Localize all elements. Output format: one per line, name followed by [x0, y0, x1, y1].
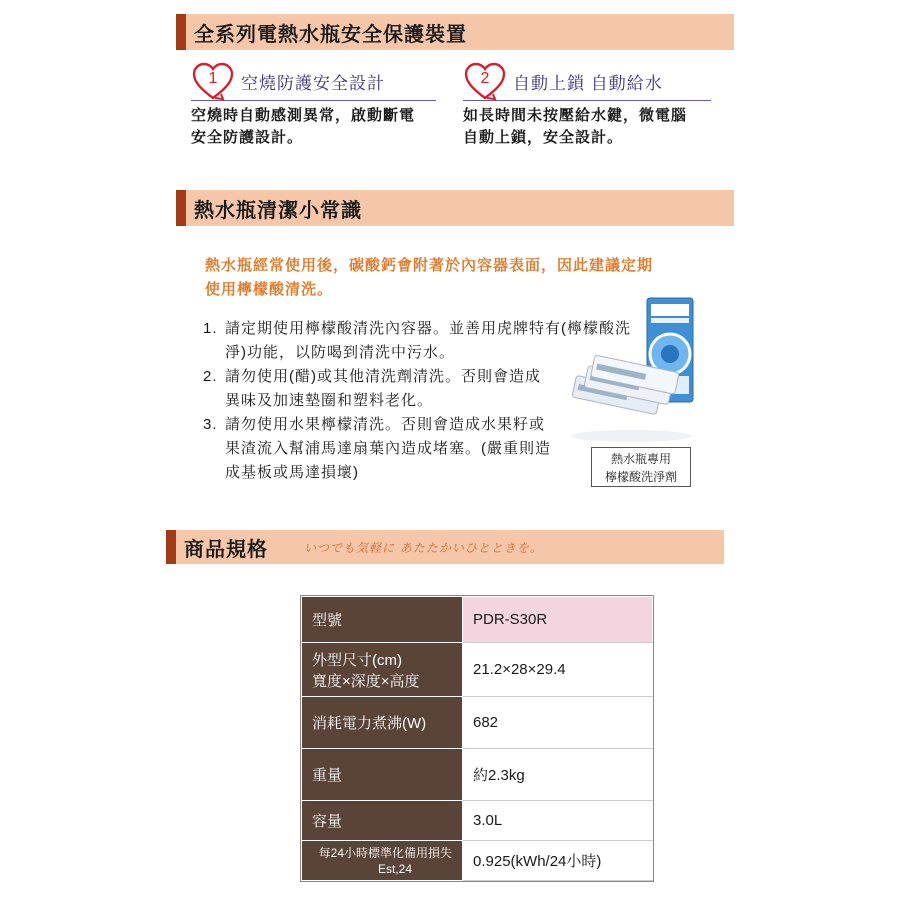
table-row	[302, 801, 653, 841]
section-title: 熱水瓶清潔小常識	[194, 199, 362, 222]
spec-value: PDR-S30R	[463, 597, 653, 643]
table-row	[302, 597, 653, 643]
spec-key: 消耗電力煮沸(W)	[302, 697, 463, 749]
table-row	[302, 749, 653, 801]
intro-line: 熱水瓶經常使用後，碳酸鈣會附著於內容器表面，因此建議定期	[205, 257, 654, 274]
feature-dry-burn-protection	[191, 62, 436, 149]
cleaning-intro	[205, 254, 695, 302]
section-title: 全系列電熱水瓶安全保護裝置	[194, 23, 467, 46]
list-number: 2.	[203, 368, 218, 385]
description-line: 安全防護設計。	[191, 129, 304, 146]
caption-line: 檸檬酸洗淨劑	[604, 470, 677, 484]
product-caption	[591, 447, 691, 487]
feature-auto-lock	[463, 62, 711, 149]
list-text	[225, 365, 541, 413]
description-line: 如長時間未按壓給水鍵，微電腦	[463, 107, 688, 124]
spec-table	[301, 596, 653, 881]
heart-number-icon	[191, 61, 235, 101]
list-line: 異味及加速墊圈和塑料老化。	[225, 392, 434, 409]
table-row	[302, 697, 653, 749]
spec-key: 容量	[302, 801, 463, 841]
feature-description	[463, 105, 711, 149]
feature-number: 2	[480, 70, 490, 87]
spec-value: 約2.3kg	[463, 749, 653, 801]
intro-line: 使用檸檬酸清洗。	[205, 281, 334, 298]
feature-description	[191, 105, 436, 149]
spec-value: 21.2×28×29.4	[463, 643, 653, 697]
feature-label: 自動上鎖 自動給水	[513, 73, 663, 93]
section-title: 商品規格	[184, 538, 268, 561]
list-line: 請勿使用(醋)或其他清洗劑清洗。否則會造成	[225, 368, 541, 385]
caption-line: 熱水瓶專用	[610, 452, 671, 466]
list-text	[225, 413, 551, 485]
table-row	[302, 841, 653, 881]
heart-number-icon	[463, 61, 507, 101]
spec-value: 3.0L	[463, 801, 653, 841]
section-header-safety	[176, 14, 734, 50]
section-accent-bar	[166, 530, 176, 564]
cleaning-tips-list	[203, 317, 631, 485]
spec-value: 0.925(kWh/24小時)	[463, 841, 653, 881]
spec-value: 682	[463, 697, 653, 749]
list-number: 1.	[203, 320, 218, 337]
list-line: 請定期使用檸檬酸清洗內容器。並善用虎牌特有(檸檬酸洗	[225, 320, 631, 337]
list-line: 成基板或馬達損壞)	[225, 464, 359, 481]
spec-key: 外型尺寸(cm) 寬度×深度×高度	[302, 643, 463, 697]
section-accent-bar	[176, 190, 186, 226]
list-item	[203, 317, 631, 365]
list-line: 淨)功能，以防喝到清洗中污水。	[225, 344, 455, 361]
section-accent-bar	[176, 14, 186, 50]
description-line: 空燒時自動感測異常，啟動斷電	[191, 107, 416, 124]
citric-acid-product-image	[565, 296, 697, 446]
spec-key: 重量	[302, 749, 463, 801]
description-line: 自動上鎖，安全設計。	[463, 129, 624, 146]
feature-number: 1	[208, 70, 218, 87]
list-item	[203, 413, 563, 485]
section-header-specs	[166, 530, 724, 564]
spec-key: 型號	[302, 597, 463, 643]
section-header-cleaning	[176, 190, 734, 226]
list-number: 3.	[203, 416, 218, 433]
feature-label: 空燒防護安全設計	[241, 73, 385, 93]
list-item	[203, 365, 563, 413]
spec-key: 每24小時標準化備用損失 Est,24	[302, 841, 463, 881]
list-line: 果渣流入幫浦馬達扇葉內造成堵塞。(嚴重則造	[225, 440, 551, 457]
table-row	[302, 643, 653, 697]
section-tagline: いつでも気軽に あたたかいひとときを。	[304, 540, 543, 555]
list-line: 請勿使用水果檸檬清洗。否則會造成水果籽或	[225, 416, 546, 433]
